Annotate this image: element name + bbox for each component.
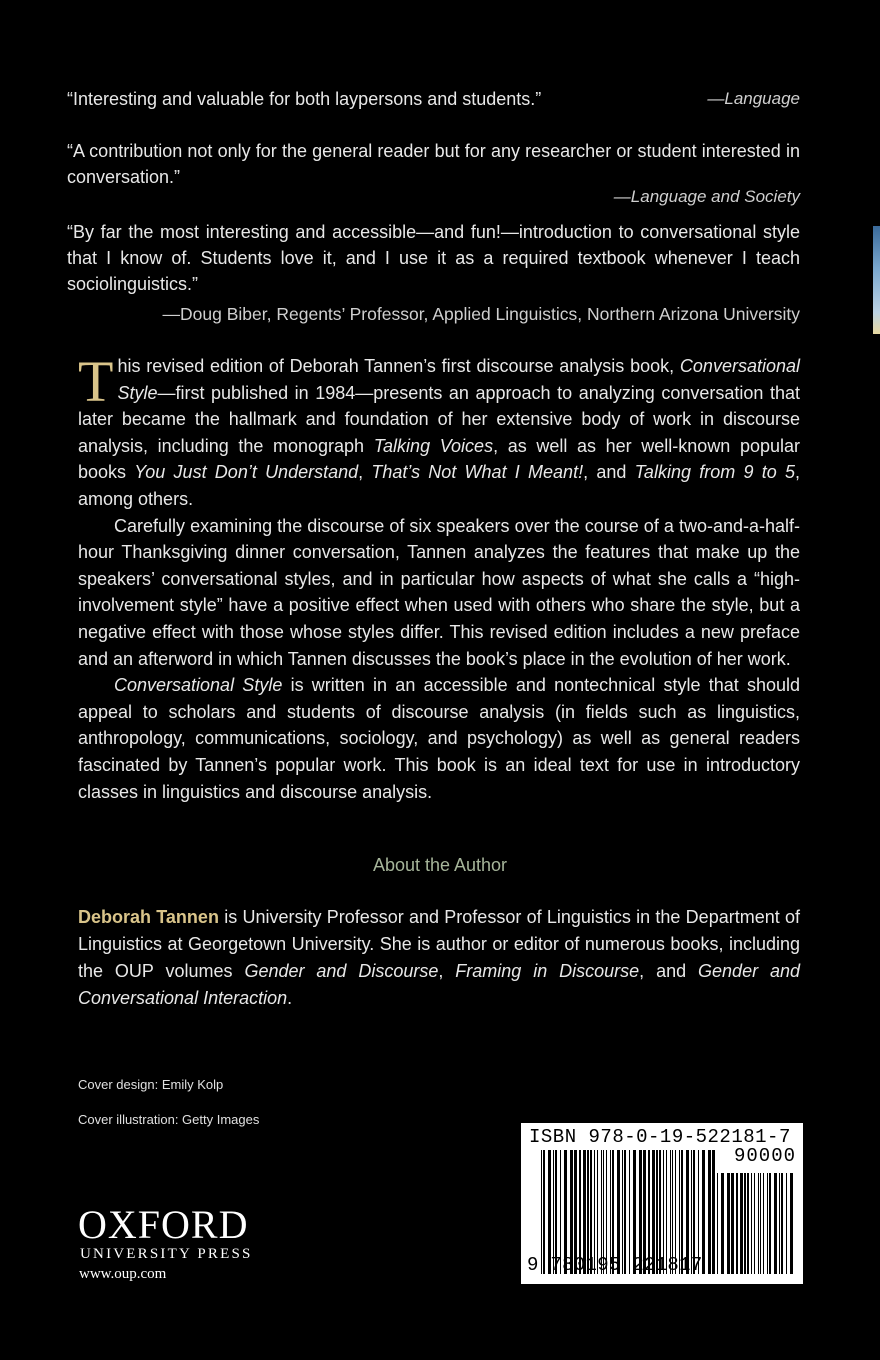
description-paragraph-3: Conversational Style is written in an accessible and nontechnical style that should appeal to scholars and students of discourse analysis (in fields such as linguistics, anthropology, communications, sociology, and psychology) as well as general readers fascinated by Tannen’s popular work. This book is an ideal text for use in introductory classes in linguistics and discourse analysis.	[78, 675, 800, 802]
barcode-bar	[740, 1173, 743, 1274]
review-source-2: —Language and Society	[613, 187, 800, 206]
cover-design-credit: Cover design: Emily Kolp	[78, 1077, 224, 1092]
barcode-bar	[721, 1173, 724, 1274]
review-blurb-2	[67, 138, 800, 210]
barcode-bar	[717, 1173, 718, 1274]
drop-cap: T	[78, 349, 114, 414]
barcode-digits: 9 780195 221817	[527, 1254, 703, 1276]
cover-illustration-credit: Cover illustration: Getty Images	[78, 1112, 260, 1127]
review-blurb-1	[67, 86, 800, 112]
barcode-bar	[767, 1173, 768, 1274]
isbn-label: ISBN 978-0-19-522181-7	[529, 1126, 791, 1148]
review-source-1: —Language	[707, 89, 800, 108]
book-title: Conversational Style	[117, 356, 800, 403]
author-bio: Deborah Tannen is University Professor and Professor of Linguistics in the Department of Linguistics at Georgetown University. She is author or editor of numerous books, including the OUP volumes Gender and Discourse, Framing in Discourse, and Gender and Conversational Interaction.	[78, 907, 801, 1008]
author-name: Deborah Tannen	[78, 907, 219, 927]
barcode-bar	[736, 1173, 738, 1274]
review-quote-2: “A contribution not only for the general reader but for any researcher or student interested in conversation.”	[67, 141, 800, 187]
review-quote-3: “By far the most interesting and accessible—and fun!—introduction to conversational style that I know of. Students love it, and I use it as a required textbook whenever I teach sociolinguistics.”	[67, 222, 800, 294]
review-quote-1: “Interesting and valuable for both laypersons and students.”	[67, 89, 542, 109]
description-paragraph-2: Carefully examining the discourse of six speakers over the course of a two-and-a-half-hour Thanksgiving dinner conversation, Tannen analyzes the features that make up the speakers’ conversational styles, and in particular how aspects of what she calls a “high-involvement style” have a positive effect when used with others who share the style, but a negative effect with those whose styles differ. This revised edition includes a new preface and an afterword in which Tannen discusses the book’s place in the evolution of her work.	[78, 515, 800, 669]
barcode-bar	[763, 1173, 764, 1274]
barcode-bar	[751, 1173, 752, 1274]
publisher-url: www.oup.com	[79, 1266, 167, 1282]
front-cover-edge	[873, 226, 880, 334]
barcode-bar	[779, 1173, 780, 1274]
price-code: 90000	[733, 1145, 796, 1167]
description-paragraph-1: This revised edition of Deborah Tannen’s first discourse analysis book, Conversational Style—first published in 1984—presents an approach to analyzing conversation that later became the hallmark and foundation of her extensive body of work in discourse analysis, including the monograph Talking Voices, as well as her well-known popular books You Just Don’t Understand, That’s Not What I Meant!, and Talking from 9 to 5, among others.	[78, 349, 801, 509]
barcode-bar	[758, 1173, 759, 1274]
publisher-logo: OXFORD	[78, 1202, 249, 1247]
barcode-bar	[727, 1173, 730, 1274]
publisher-subtitle: UNIVERSITY PRESS	[80, 1246, 253, 1262]
barcode-bar	[790, 1173, 793, 1274]
review-source-3: —Doug Biber, Regents’ Professor, Applied Linguistics, Northern Arizona University	[162, 304, 800, 324]
barcode-bar	[731, 1173, 734, 1274]
barcode-bar	[781, 1173, 783, 1274]
barcode-bar	[747, 1173, 749, 1274]
barcode-box	[521, 1123, 803, 1284]
barcode-bar	[708, 1150, 711, 1274]
barcode-bar	[769, 1173, 771, 1274]
barcode-bar	[774, 1173, 777, 1274]
book-description	[78, 349, 801, 805]
barcode-bar	[744, 1173, 746, 1274]
barcode-bar	[760, 1173, 761, 1274]
barcode-bar	[754, 1173, 755, 1274]
barcode-bar	[786, 1173, 787, 1274]
about-author-heading: About the Author	[372, 855, 508, 875]
barcode-bar	[712, 1150, 715, 1274]
review-blurb-3	[67, 219, 800, 327]
